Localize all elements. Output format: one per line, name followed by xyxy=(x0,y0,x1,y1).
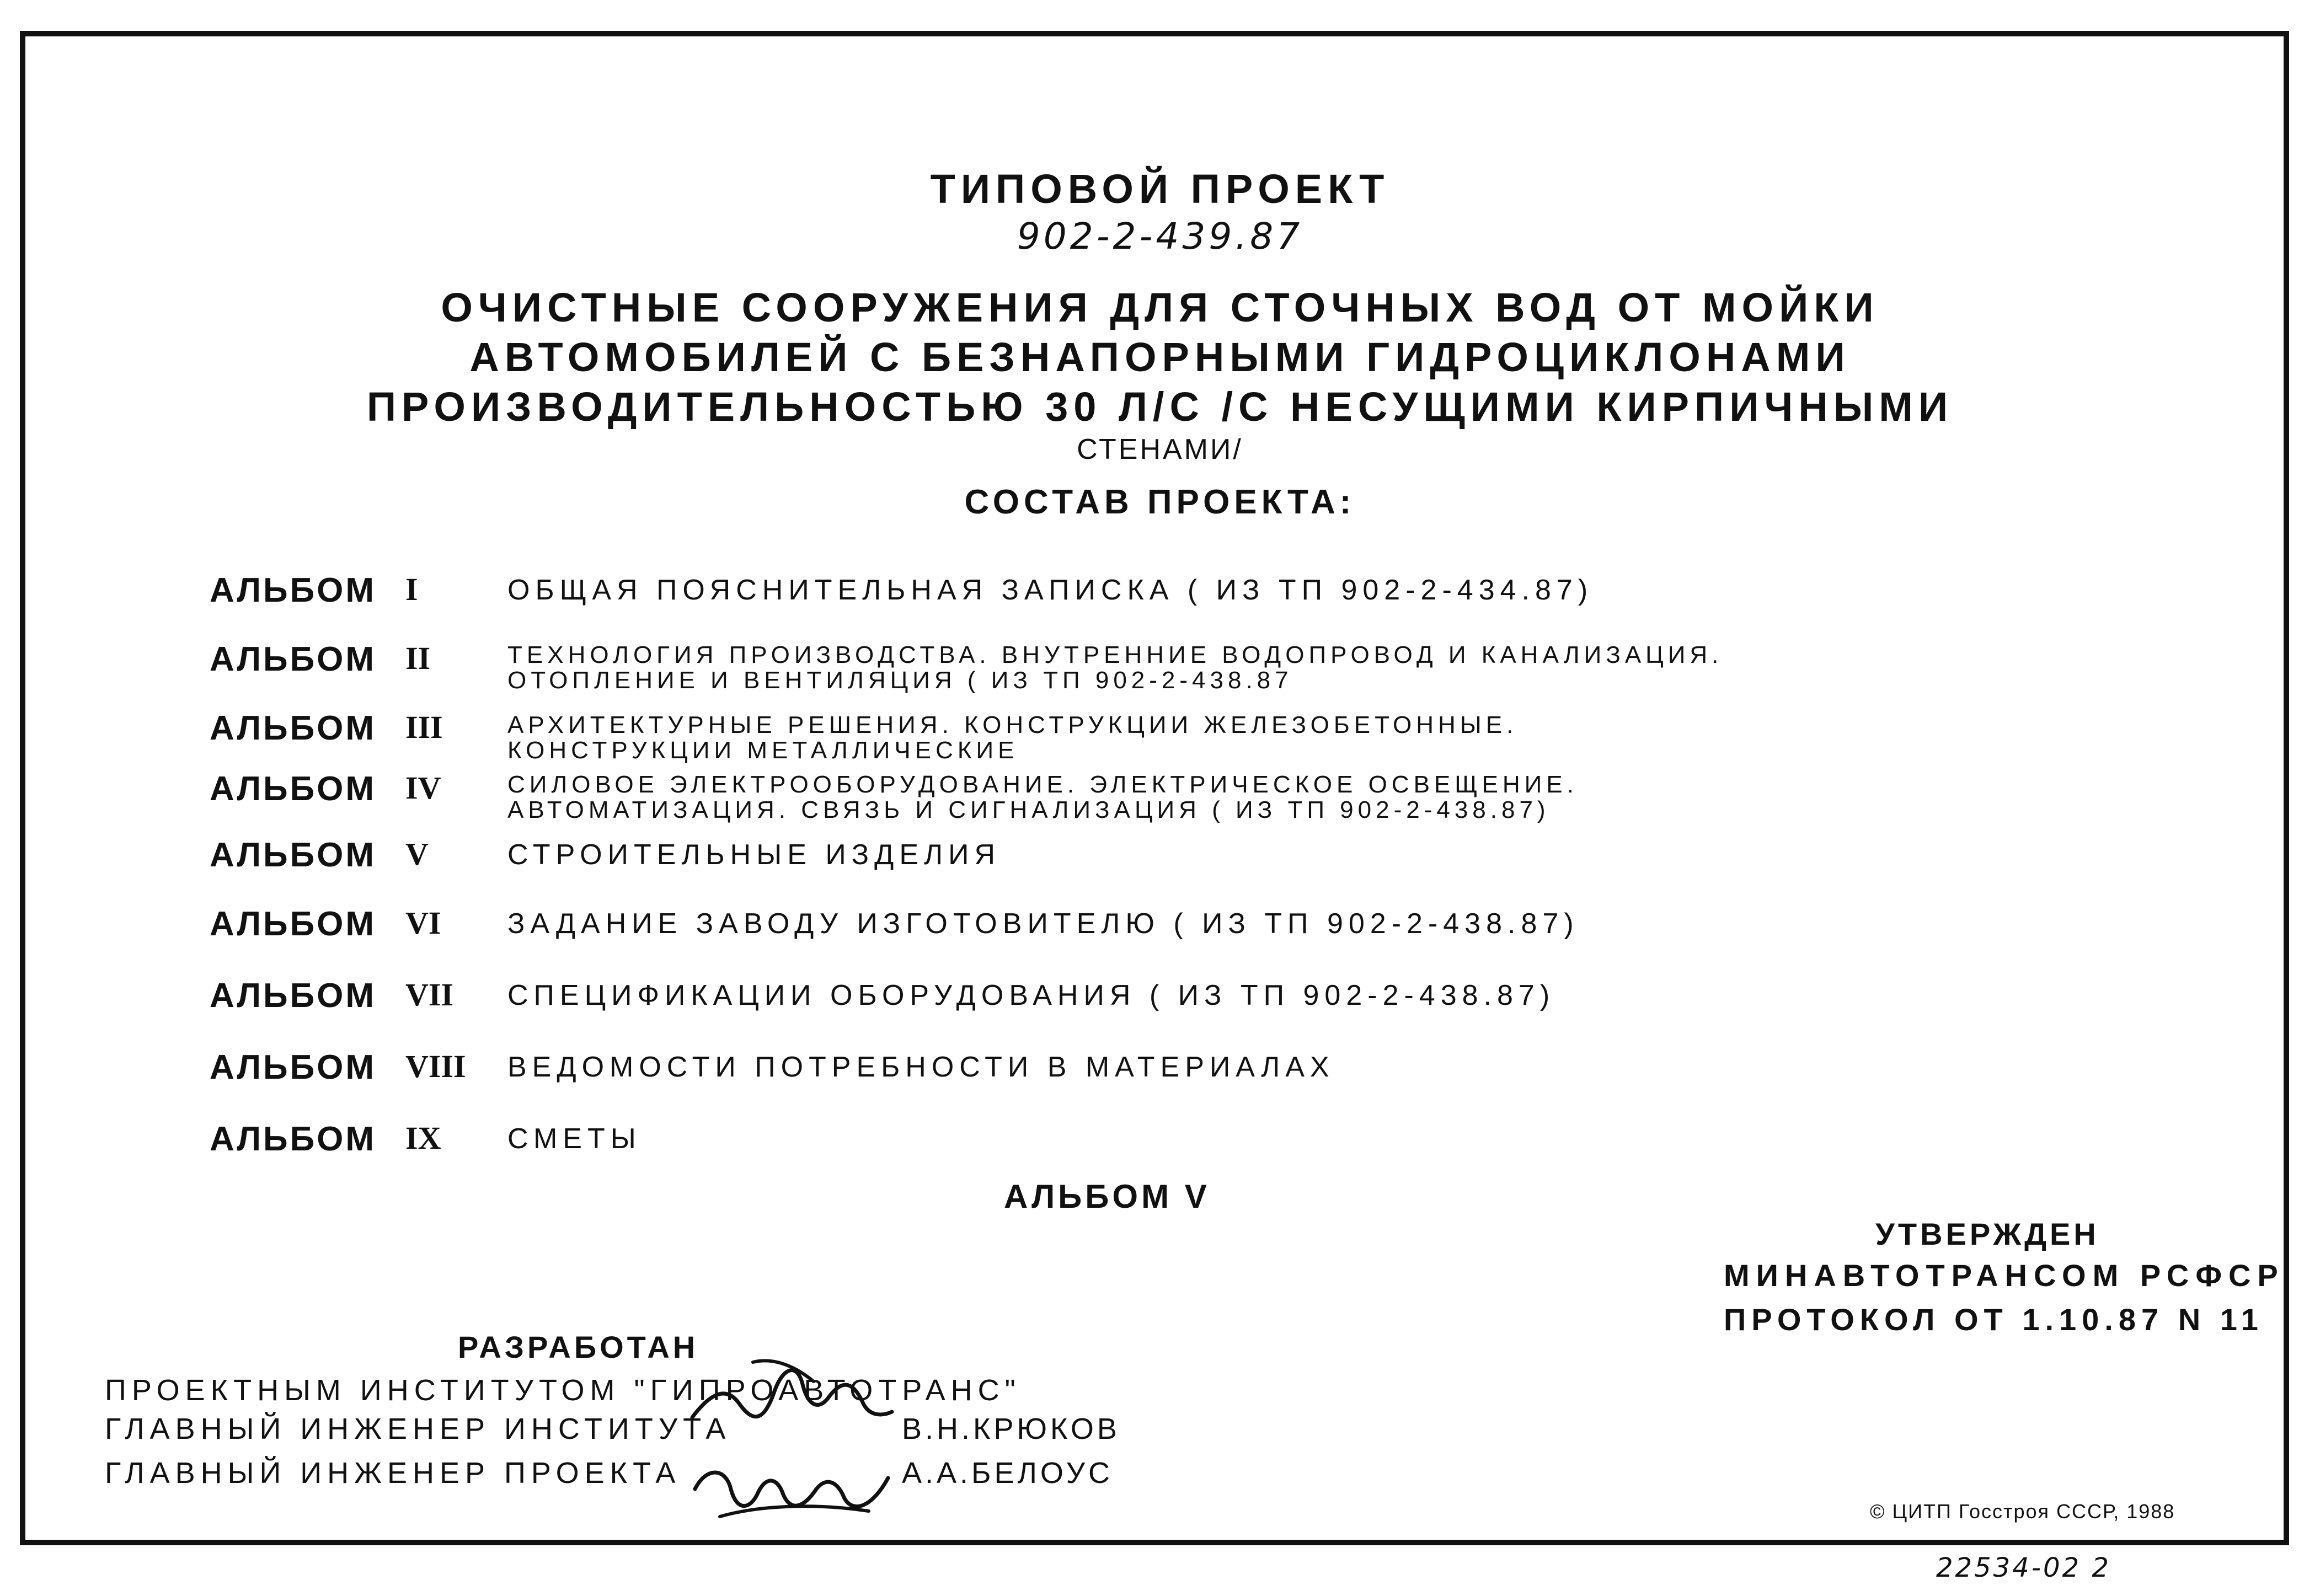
developer-institute: ПРОЕКТНЫМ ИНСТИТУТОМ "ГИПРОАВТОТРАНС" xyxy=(105,1374,1021,1407)
chief-engineer-institute-name: В.Н.КРЮКОВ xyxy=(902,1412,1120,1445)
approval-authority: МИНАВТОТРАНСОМ РСФСР xyxy=(1724,1258,2285,1293)
album-description: ЗАДАНИЕ ЗАВОДУ ИЗГОТОВИТЕЛЮ ( ИЗ ТП 902-2-438.87) xyxy=(507,908,1579,940)
album-label: АЛЬБОМ xyxy=(210,640,377,678)
album-number: I xyxy=(405,571,418,607)
doc-type: ТИПОВОЙ ПРОЕКТ xyxy=(930,166,1390,212)
album-number: VIII xyxy=(405,1048,466,1084)
album-description: ОТОПЛЕНИЕ И ВЕНТИЛЯЦИЯ ( ИЗ ТП 902-2-438.87 xyxy=(507,667,1293,694)
album-description: АВТОМАТИЗАЦИЯ. СВЯЗЬ И СИГНАЛИЗАЦИЯ ( ИЗ ТП 902-2-438.87) xyxy=(507,796,1550,823)
title-line: СТЕНАМИ/ xyxy=(1077,433,1243,465)
signature-icon xyxy=(687,1445,896,1528)
current-album: АЛЬБОМ V xyxy=(1004,1178,1210,1215)
title-line: АВТОМОБИЛЕЙ С БЕЗНАПОРНЫМИ ГИДРОЦИКЛОНАМИ xyxy=(469,334,1851,380)
album-number: VII xyxy=(405,977,454,1013)
album-label: АЛЬБОМ xyxy=(210,977,377,1015)
contents-heading: СОСТАВ ПРОЕКТА: xyxy=(964,483,1356,521)
signature-icon xyxy=(687,1351,896,1434)
chief-engineer-project-role: ГЛАВНЫЙ ИНЖЕНЕР ПРОЕКТА xyxy=(105,1456,681,1490)
album-label: АЛЬБОМ xyxy=(210,770,377,808)
copyright-notice: © ЦИТП Госстроя СССР, 1988 xyxy=(1870,1500,2175,1523)
album-label: АЛЬБОМ xyxy=(210,1120,377,1158)
title-line: ОЧИСТНЫЕ СООРУЖЕНИЯ ДЛЯ СТОЧНЫХ ВОД ОТ МОЙКИ xyxy=(441,285,1879,330)
album-number: VI xyxy=(405,905,441,941)
doc-code: 902-2-439.87 xyxy=(1017,215,1303,258)
album-description: ОБЩАЯ ПОЯСНИТЕЛЬНАЯ ЗАПИСКА ( ИЗ ТП 902-2-434.87) xyxy=(507,574,1594,606)
album-number: III xyxy=(405,709,443,745)
album-description: КОНСТРУКЦИИ МЕТАЛЛИЧЕСКИЕ xyxy=(507,737,1019,764)
album-description: СТРОИТЕЛЬНЫЕ ИЗДЕЛИЯ xyxy=(507,839,1001,871)
album-number: V xyxy=(405,836,429,872)
developer-title: РАЗРАБОТАН xyxy=(458,1330,699,1364)
album-label: АЛЬБОМ xyxy=(210,1048,377,1086)
album-description: ВЕДОМОСТИ ПОТРЕБНОСТИ В МАТЕРИАЛАХ xyxy=(507,1051,1335,1083)
approval-title: УТВЕРЖДЕН xyxy=(1875,1217,2099,1251)
album-description: СПЕЦИФИКАЦИИ ОБОРУДОВАНИЯ ( ИЗ ТП 902-2-438.87) xyxy=(507,979,1555,1011)
album-label: АЛЬБОМ xyxy=(210,836,377,874)
album-number: II xyxy=(405,640,431,676)
album-description: СМЕТЫ xyxy=(507,1123,642,1155)
title-line: ПРОИЗВОДИТЕЛЬНОСТЬЮ 30 Л/С /С НЕСУЩИМИ КИРПИЧНЫМИ xyxy=(366,384,1954,430)
album-label: АЛЬБОМ xyxy=(210,905,377,943)
chief-engineer-institute-role: ГЛАВНЫЙ ИНЖЕНЕР ИНСТИТУТА xyxy=(105,1412,731,1445)
approval-protocol: ПРОТОКОЛ ОТ 1.10.87 N 11 xyxy=(1724,1302,2264,1337)
album-description: АРХИТЕКТУРНЫЕ РЕШЕНИЯ. КОНСТРУКЦИИ ЖЕЛЕЗОБЕТОННЫЕ. xyxy=(507,711,1518,738)
album-number: IV xyxy=(405,770,441,806)
sheet-number: 22534-02 2 xyxy=(1936,1552,2111,1583)
album-label: АЛЬБОМ xyxy=(210,709,377,747)
album-description: СИЛОВОЕ ЭЛЕКТРООБОРУДОВАНИЕ. ЭЛЕКТРИЧЕСКОЕ ОСВЕЩЕНИЕ. xyxy=(507,771,1578,798)
chief-engineer-project-name: А.А.БЕЛОУС xyxy=(902,1456,1114,1490)
album-number: IX xyxy=(405,1120,441,1156)
album-label: АЛЬБОМ xyxy=(210,571,377,609)
album-description: ТЕХНОЛОГИЯ ПРОИЗВОДСТВА. ВНУТРЕННИЕ ВОДОПРОВОД И КАНАЛИЗАЦИЯ. xyxy=(507,641,1723,668)
